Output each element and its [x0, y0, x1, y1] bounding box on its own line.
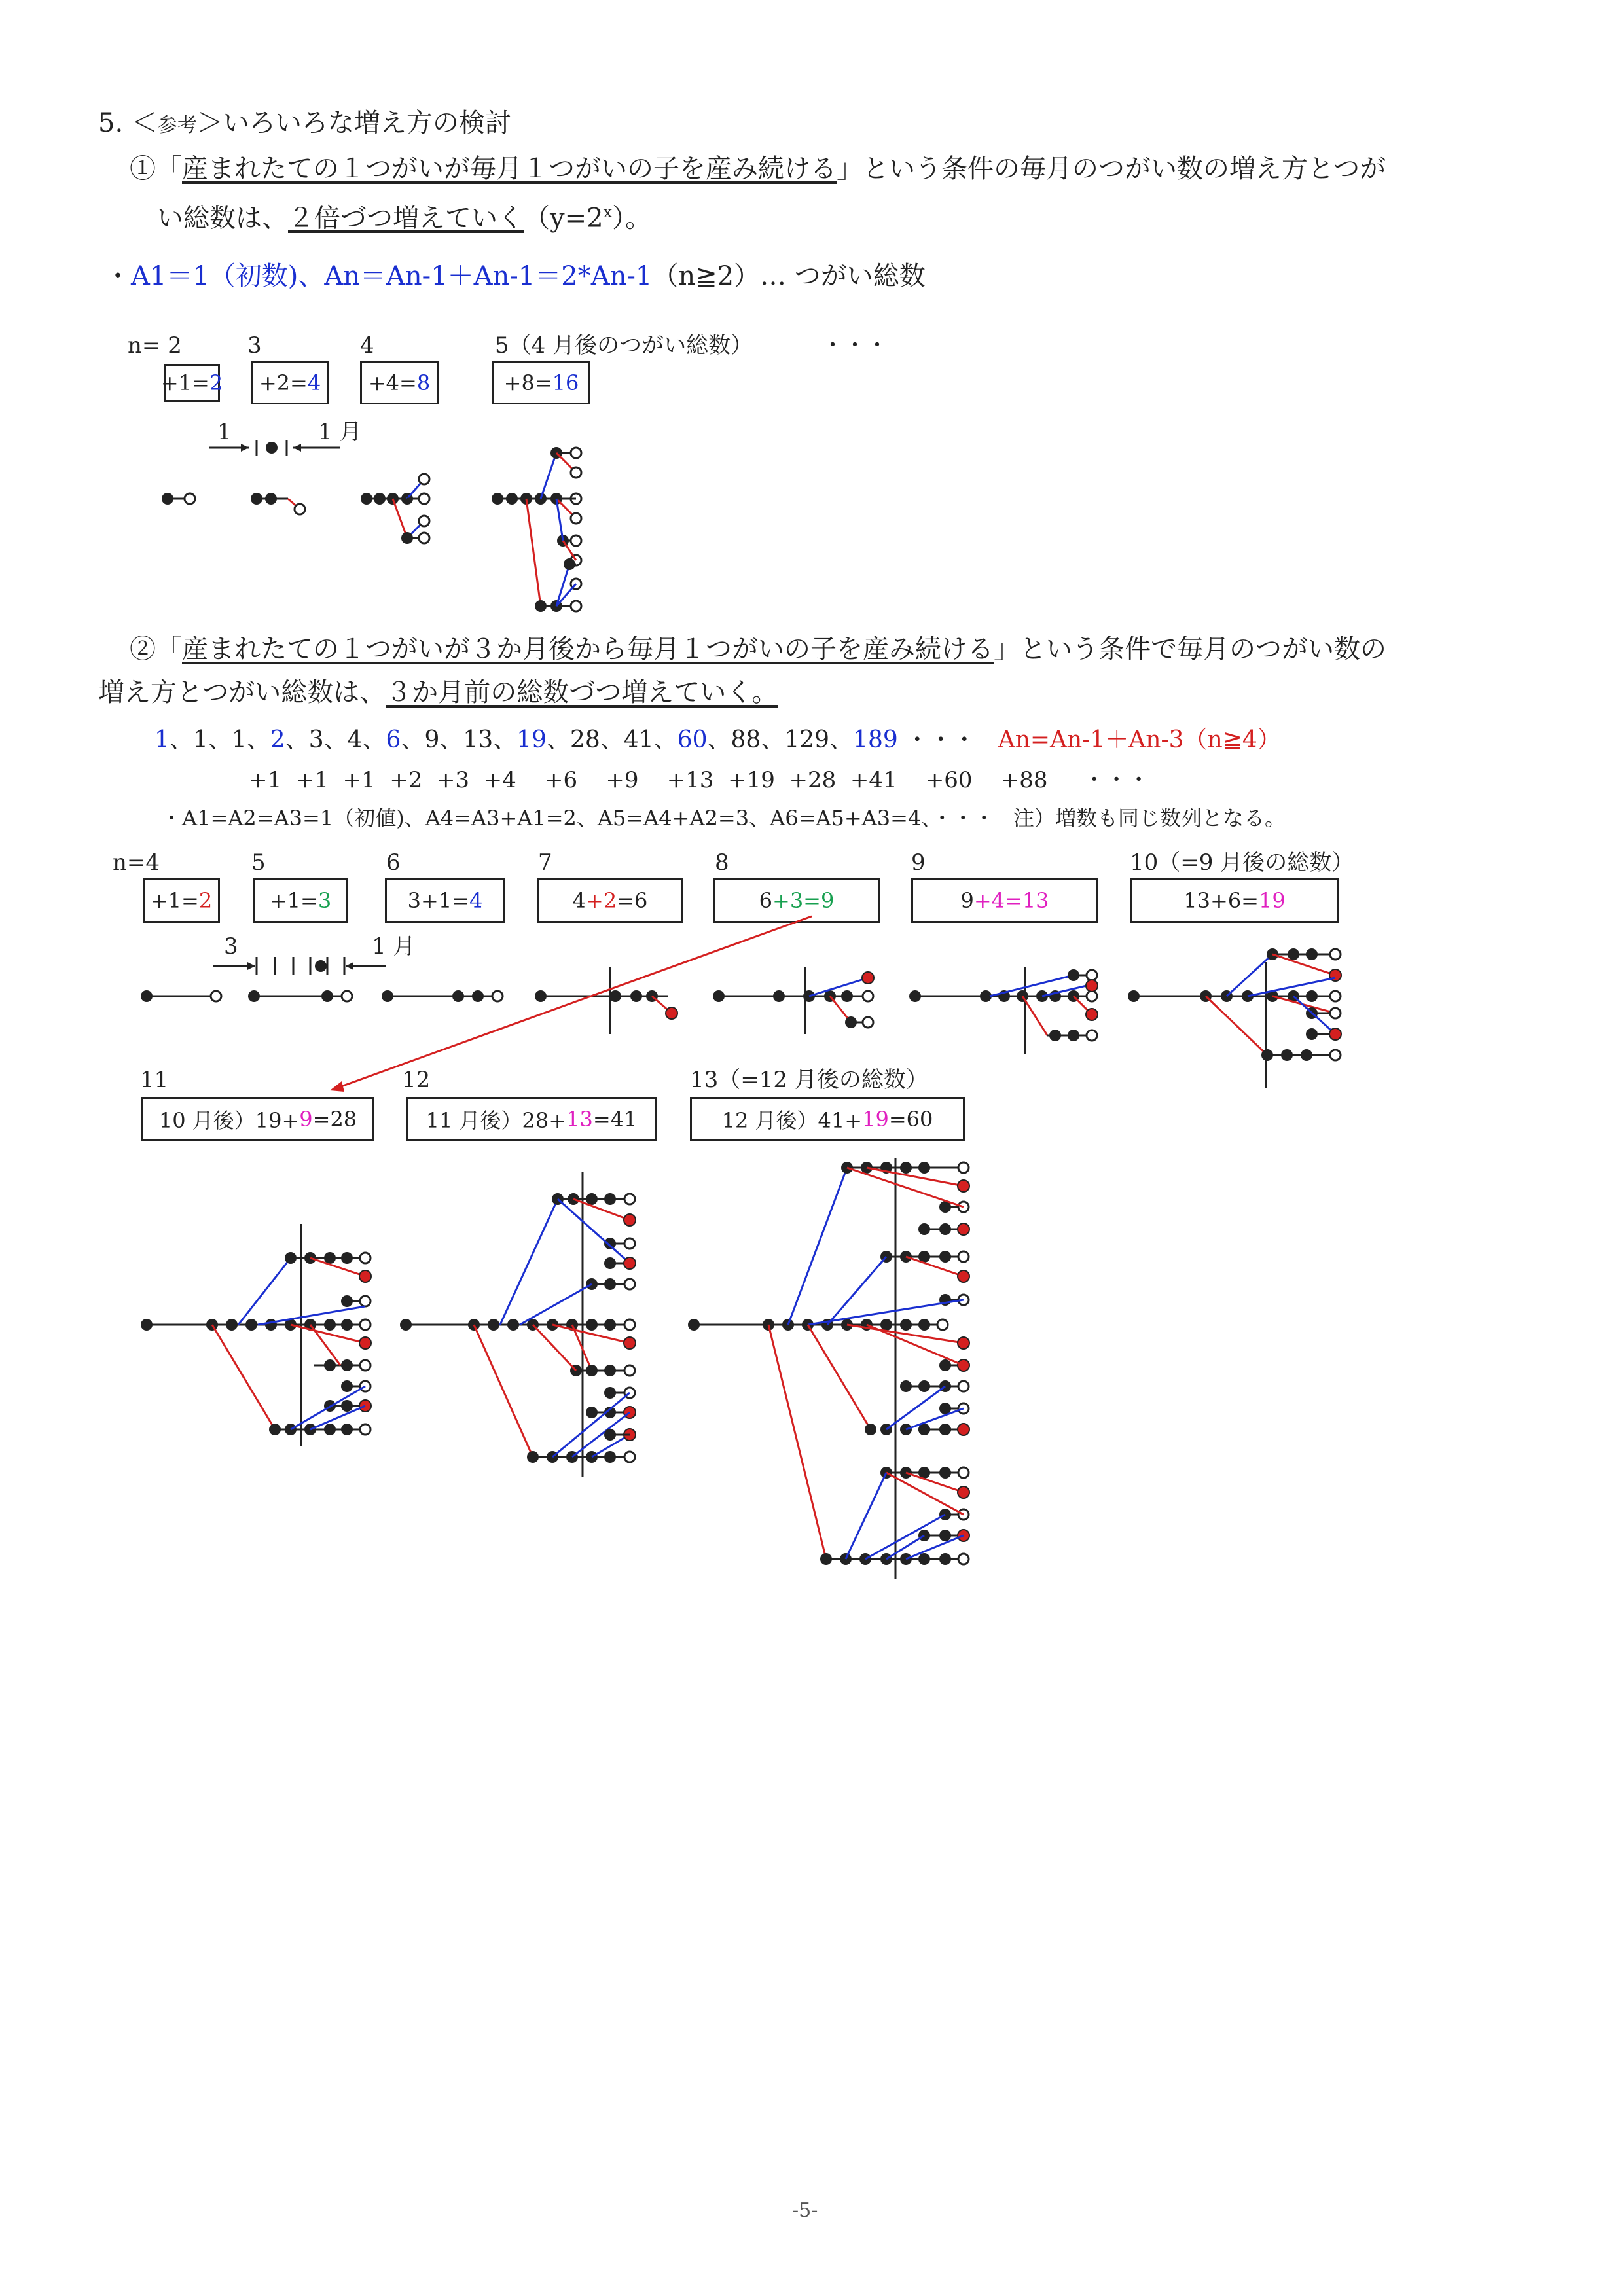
new-birth-pair — [958, 1424, 969, 1435]
birth-link-red — [867, 1325, 964, 1365]
newborn-pair — [571, 601, 581, 611]
d2-n-label-10: 10（=9 月後の総数） — [1130, 850, 1354, 876]
newborn-pair — [1087, 991, 1097, 1001]
adult-pair — [773, 990, 785, 1002]
adult-pair — [472, 990, 484, 1002]
new-birth-pair — [862, 972, 874, 984]
parent-link-blue — [788, 1168, 847, 1325]
parent-link-blue — [865, 1515, 945, 1559]
d2-box-4: 4 +2 =6 — [537, 878, 683, 923]
newborn-pair — [571, 448, 581, 458]
adult-pair — [162, 493, 173, 505]
adult-pair — [713, 990, 725, 1002]
newborn-pair — [295, 504, 305, 514]
newborn-pair — [360, 1424, 370, 1435]
d1-n-label-5: 5（4 月後のつがい総数） — [495, 332, 753, 359]
adult-pair — [865, 1424, 876, 1435]
birth-link-red — [310, 1258, 365, 1276]
arrow-head — [346, 962, 353, 970]
d3-n-label-12: 12 — [402, 1067, 431, 1093]
d2-scale-right: 1 月 — [372, 933, 416, 960]
birth-link-red — [847, 1168, 964, 1207]
newborn-pair — [571, 467, 581, 478]
adult-pair — [841, 990, 853, 1002]
section-heading: 5. ＜参考＞いろいろな増え方の検討 — [98, 108, 511, 138]
new-birth-pair — [1329, 1028, 1341, 1040]
d3-n-label-11: 11 — [140, 1067, 169, 1093]
d1-box-1: +1= 2 — [164, 364, 220, 402]
sequence-value: 3 — [308, 726, 324, 753]
adult-pair — [609, 990, 621, 1002]
adult-pair — [245, 1319, 257, 1331]
newborn-pair — [419, 493, 429, 504]
parent-link-blue — [1042, 984, 1092, 996]
adult-pair — [452, 990, 464, 1002]
adult-pair — [265, 1319, 277, 1331]
birth-link-red — [1206, 996, 1267, 1055]
new-birth-pair — [624, 1257, 636, 1269]
sequence-value: 1 — [154, 726, 170, 753]
birth-link-red — [1272, 954, 1335, 975]
initial-values-note: ・A1=A2=A3=1（初値)、A4=A3+A1=2、A5=A4+A2=3、A6=A5+A3=4、・・・ — [161, 806, 995, 831]
newborn-pair — [360, 1360, 370, 1371]
newborn-pair — [571, 535, 581, 546]
birth-link-red — [768, 1325, 826, 1559]
adult-pair — [251, 493, 262, 505]
adult-pair — [1128, 990, 1140, 1002]
arrow-head — [241, 444, 249, 452]
birth-link-red — [393, 499, 407, 538]
paragraph-2-line-2: 増え方とつがい総数は、３か月前の総数づつ増えていく。 — [98, 677, 778, 708]
newborn-pair — [1330, 991, 1341, 1001]
arrow-head — [247, 962, 255, 970]
adult-pair — [535, 990, 547, 1002]
new-birth-pair — [359, 1270, 371, 1282]
sequence-value: 28 — [570, 726, 600, 753]
adult-pair — [324, 1319, 336, 1331]
newborn-pair — [958, 1251, 969, 1262]
new-birth-pair — [958, 1486, 969, 1498]
d2-n-label-4: n=4 — [113, 850, 160, 876]
newborn-pair — [1330, 1050, 1341, 1060]
sequence-value: 129 — [784, 726, 830, 753]
sequence-value: 2 — [270, 726, 285, 753]
sequence-line: 1、1、1、2、3、4、6、9、13、19、28、41、60、88、129、189 ・・・ An=An-1＋An-3（n≧4） — [154, 726, 1281, 753]
newborn-pair — [624, 1194, 635, 1204]
newborn-pair — [1330, 1008, 1341, 1018]
newborn-pair — [1330, 949, 1341, 960]
parent-link-blue — [520, 1284, 592, 1325]
adult-pair — [1306, 990, 1318, 1002]
newborn-pair — [624, 1238, 635, 1249]
three-month-phrase: ３か月前の総数づつ増えていく。 — [386, 677, 778, 708]
adult-pair — [939, 1424, 951, 1435]
newborn-pair — [624, 1452, 635, 1462]
section-tag: 参考 — [157, 114, 197, 137]
newborn-pair — [419, 533, 429, 543]
d3-box-2: 11 月後）28+ 13 =41 — [406, 1097, 657, 1141]
new-birth-pair — [958, 1180, 969, 1192]
sequence-value: 41 — [623, 726, 654, 753]
newborn-pair — [624, 1365, 635, 1376]
birth-link-red — [906, 1473, 964, 1492]
sequence-value: 1 — [231, 726, 247, 753]
newborn-pair — [211, 991, 221, 1001]
d3-n-label-13: 13（=12 月後の総数） — [690, 1067, 928, 1093]
recurrence-formula: An=An-1＋An-3（n≧4） — [998, 726, 1281, 753]
d1-n-label-2: n= 2 — [128, 332, 182, 359]
condition-quote-1: 産まれたての１つがいが毎月１つがいの子を産み続ける — [182, 154, 837, 184]
parent-link-blue — [1293, 996, 1335, 1034]
sequence-value: 189 — [853, 726, 898, 753]
parent-link-blue — [500, 1199, 558, 1325]
birth-link-red — [867, 1168, 964, 1186]
formula-1: ・A1＝1（初数)、An＝An-1＋An-1＝2*An-1（n≧2）… つがい総数 — [105, 261, 926, 291]
newborn-pair — [571, 513, 581, 524]
newborn-pair — [863, 991, 873, 1001]
birth-link-red — [533, 1325, 576, 1371]
birth-link-red — [1022, 996, 1047, 1035]
adult-pair — [506, 493, 518, 505]
newborn-pair — [185, 493, 195, 504]
formula-1-blue: A1＝1（初数)、An＝An-1＋An-1＝2*An-1 — [131, 261, 653, 291]
newborn-pair — [958, 1381, 969, 1391]
d1-box-3: +4= 8 — [360, 361, 439, 404]
parent-link-blue — [310, 1406, 365, 1429]
new-birth-pair — [1086, 1009, 1098, 1020]
d1-n-label-3: 3 — [247, 332, 262, 359]
newborn-pair — [937, 1319, 948, 1330]
newborn-pair — [419, 474, 429, 484]
birth-link-red — [474, 1325, 533, 1457]
parent-link-blue — [541, 453, 556, 499]
newborn-pair — [360, 1319, 370, 1330]
parent-link-blue — [552, 1393, 630, 1457]
d1-box-4: +8= 16 — [492, 361, 590, 404]
adult-pair — [248, 990, 260, 1002]
adult-pair — [604, 1319, 616, 1331]
sequence-value: 1 — [192, 726, 208, 753]
birth-link-red — [212, 1325, 275, 1429]
adult-pair — [688, 1319, 700, 1331]
new-birth-pair — [958, 1337, 969, 1349]
adult-pair — [374, 493, 386, 505]
d3-box-3: 12 月後）41+ 19 =60 — [690, 1097, 965, 1141]
d2-box-7: 13+6= 19 — [1130, 878, 1339, 923]
parent-link-blue — [846, 1473, 886, 1559]
paragraph-2-line-1: ②「産まれたての１つがいが３か月後から毎月１つがいの子を産み続ける」という条件で毎月のつがい数の — [130, 634, 1386, 664]
d2-n-label-7: 7 — [538, 850, 552, 876]
adult-pair — [918, 1319, 930, 1331]
page-number: -5- — [792, 2199, 818, 2222]
newborn-pair — [958, 1162, 969, 1173]
d1-n-label-4: 4 — [360, 332, 374, 359]
newborn-pair — [1087, 1030, 1097, 1041]
condition-quote-2: 産まれたての１つがいが３か月後から毎月１つがいの子を産み続ける — [182, 634, 994, 664]
d2-scale-left: 3 — [224, 933, 238, 960]
adult-pair — [265, 493, 277, 505]
newborn-pair — [360, 1296, 370, 1306]
d1-scale-left: 1 — [217, 419, 232, 445]
sequence-value: 13 — [463, 726, 494, 753]
adult-pair — [141, 1319, 153, 1331]
newborn-pair — [419, 516, 429, 526]
new-birth-pair — [958, 1270, 969, 1282]
d1-box-2: +2= 4 — [251, 361, 329, 404]
newborn-pair — [863, 1017, 873, 1028]
increments-line: +1 +1 +1 +2 +3 +4 +6 +9 +13 +19 +28 +41 +60 +88 ・・・ — [249, 767, 1150, 793]
adult-pair — [909, 990, 921, 1002]
birth-link-red — [906, 1257, 964, 1276]
adult-pair — [266, 442, 278, 454]
newborn-pair — [624, 1319, 635, 1330]
adult-pair — [492, 493, 503, 505]
adult-pair — [341, 1319, 353, 1331]
new-birth-pair — [958, 1223, 969, 1235]
parent-link-blue — [990, 975, 1074, 996]
newborn-pair — [492, 991, 503, 1001]
parent-link-blue — [906, 1535, 964, 1559]
new-birth-pair — [666, 1007, 677, 1019]
d2-n-label-6: 6 — [386, 850, 401, 876]
sequence-value: 4 — [347, 726, 363, 753]
newborn-pair — [360, 1253, 370, 1263]
parent-link-blue — [238, 1258, 291, 1325]
paragraph-1-line-1: ①「産まれたての１つがいが毎月１つがいの子を産み続ける」という条件の毎月のつがい数の増え方とつが — [130, 154, 1386, 184]
d2-box-6: 9 +4=13 — [911, 878, 1098, 923]
new-birth-pair — [624, 1337, 636, 1349]
increment-note: 注）増数も同じ数列となる。 — [1013, 806, 1286, 831]
arrow-head-red — [330, 1081, 344, 1092]
birth-link-red — [310, 1325, 340, 1365]
adult-pair — [488, 1319, 499, 1331]
d2-n-label-8: 8 — [715, 850, 729, 876]
newborn-pair — [1087, 970, 1097, 980]
adult-pair — [141, 990, 153, 1002]
new-birth-pair — [624, 1214, 636, 1226]
sequence-value: 9 — [424, 726, 440, 753]
d1-scale-right: 1 月 — [318, 419, 362, 445]
sequence-value: 6 — [386, 726, 401, 753]
adult-pair — [315, 960, 327, 972]
paragraph-1-line-2: い総数は、２倍づつ増えていく$(y=2^x)$。 — [157, 203, 652, 234]
adult-pair — [226, 1319, 238, 1331]
d3-box-1: 10 月後）19+ 9 =28 — [141, 1097, 374, 1141]
adult-pair — [507, 1319, 519, 1331]
doubling-phrase: ２倍づつ増えていく — [288, 203, 524, 234]
adult-pair — [586, 1319, 598, 1331]
adult-pair — [880, 1319, 892, 1331]
sequence-value: 88 — [731, 726, 761, 753]
newborn-pair — [342, 991, 352, 1001]
section-number: 5. — [98, 108, 124, 138]
birth-link-red — [334, 916, 812, 1089]
parent-link-blue — [558, 1199, 630, 1263]
new-birth-pair — [359, 1337, 371, 1349]
adult-pair — [321, 990, 333, 1002]
newborn-pair — [958, 1554, 969, 1564]
birth-link-red — [526, 499, 541, 606]
newborn-pair — [958, 1467, 969, 1478]
adult-pair — [361, 493, 372, 505]
arrow-head — [293, 444, 301, 452]
d1-n-label-dots: ・・・ — [821, 332, 888, 359]
d2-n-label-9: 9 — [911, 850, 926, 876]
newborn-pair — [624, 1279, 635, 1289]
sequence-values: 1、1、1、2、3、4、6、9、13、19、28、41、60、88、129、189 — [154, 726, 898, 753]
d2-box-3: 3+1= 4 — [385, 878, 505, 923]
sequence-value: 60 — [677, 726, 708, 753]
new-birth-pair — [1086, 980, 1098, 992]
section-title: いろいろな増え方の検討 — [223, 108, 511, 138]
parent-link-blue — [809, 978, 868, 996]
d2-box-5: 6 +3=9 — [713, 878, 880, 923]
d2-box-2: +1= 3 — [253, 878, 348, 923]
sequence-value: 19 — [516, 726, 547, 753]
adult-pair — [900, 1319, 912, 1331]
parent-link-blue — [906, 1408, 964, 1429]
d2-box-1: +1= 2 — [143, 878, 220, 923]
adult-pair — [630, 990, 642, 1002]
d2-n-label-5: 5 — [251, 850, 266, 876]
adult-pair — [400, 1319, 412, 1331]
adult-pair — [382, 990, 393, 1002]
birth-link-red — [808, 1325, 871, 1429]
